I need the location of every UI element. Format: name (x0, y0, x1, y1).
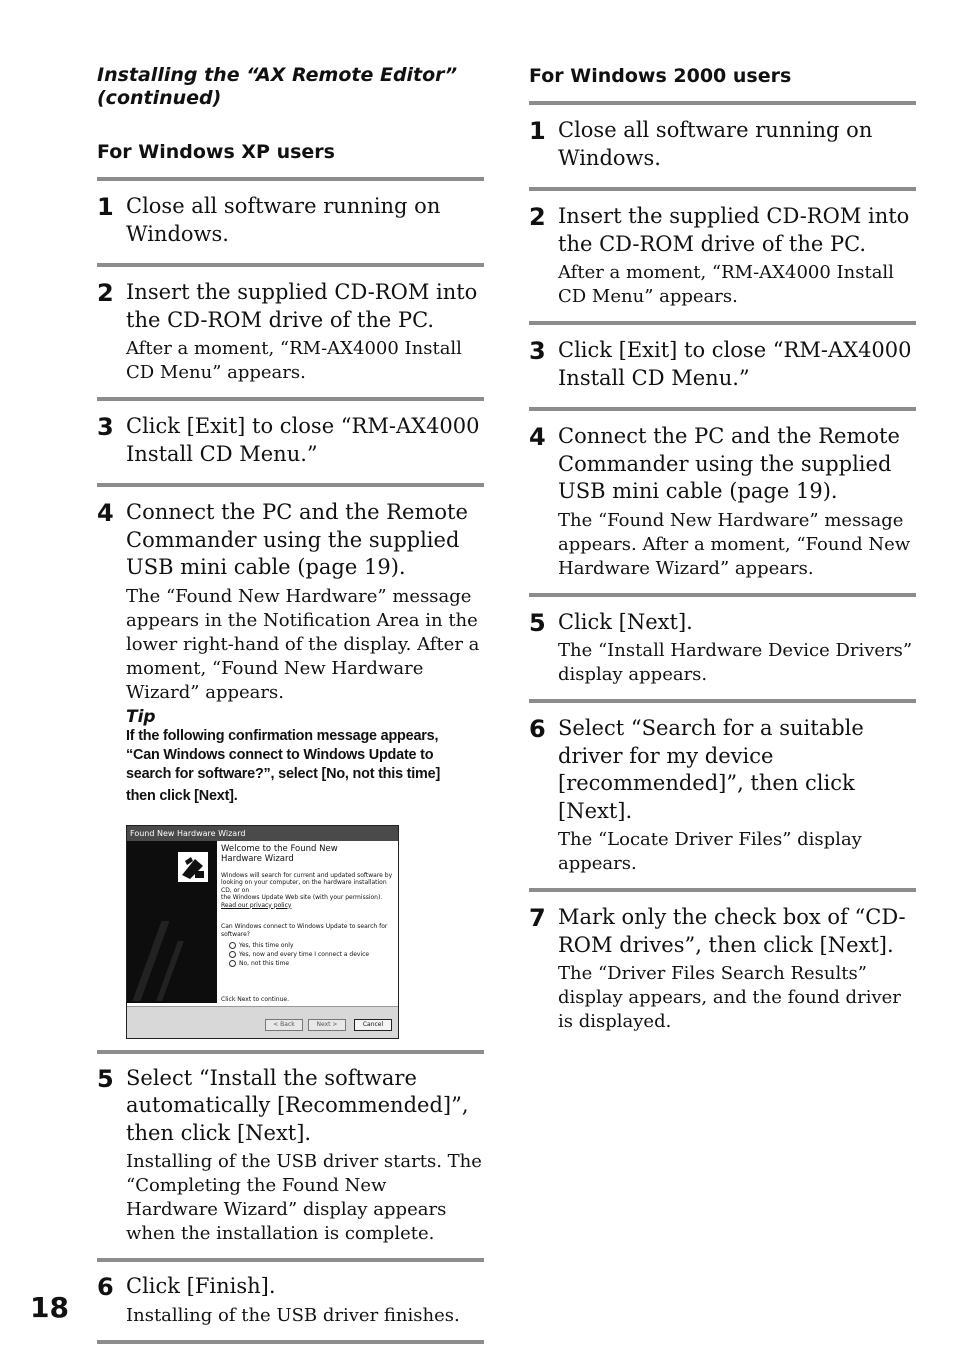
w2k-step-1 (529, 117, 916, 172)
hardware-wizard-icon (175, 849, 211, 885)
cancel-button[interactable]: Cancel (354, 1019, 392, 1031)
step-note: Installing of the USB driver starts. The “Completing the Found New Hardware Wizard” display appears when the installation is complete. (126, 1151, 482, 1244)
step-number: 2 (529, 203, 546, 231)
step-number: 4 (529, 423, 546, 451)
wizard-heading-line: Hardware Wizard (221, 853, 294, 864)
step-number: 1 (529, 117, 546, 145)
divider (97, 1050, 484, 1054)
radio-label: Yes, now and every time I connect a device (239, 951, 370, 958)
right-column (529, 64, 916, 1034)
radio-label: No, not this time (239, 960, 290, 967)
tip-line: If the following confirmation message appears, (126, 727, 439, 744)
step-text: Click [Finish]. (126, 1274, 276, 1298)
tip-heading: Tip (126, 706, 156, 727)
wizard-text-line: Windows will search for current and updated software by (221, 871, 393, 879)
xp-step-3 (97, 413, 484, 468)
step-note: After a moment, “RM-AX4000 Install CD Menu” appears. (126, 338, 462, 383)
xp-step-2 (97, 279, 484, 385)
wizard-text-line: looking on your computer, on the hardware installation CD, or on (221, 879, 387, 894)
page-number: 18 (30, 1291, 69, 1324)
wizard-heading (221, 844, 393, 864)
w2k-step-5 (529, 609, 916, 688)
step-number: 1 (97, 193, 114, 221)
win2000-section-title: For Windows 2000 users (529, 65, 792, 87)
tip-line: then click [Next]. (126, 787, 238, 804)
next-button[interactable]: Next > (308, 1019, 346, 1031)
privacy-policy-link[interactable]: Read our privacy policy (221, 901, 292, 909)
radio-label: Yes, this time only (239, 942, 294, 949)
step-note: After a moment, “RM-AX4000 Install CD Menu” appears. (558, 262, 894, 307)
step-text: Insert the supplied CD-ROM into the CD-ROM drive of the PC. (558, 204, 910, 256)
xp-step-6 (97, 1273, 484, 1328)
wizard-description (221, 872, 393, 910)
divider (529, 187, 916, 191)
section-header-line1: Installing the “AX Remote Editor” (97, 64, 458, 86)
divider (97, 1340, 484, 1344)
divider (97, 397, 484, 401)
step-text: Connect the PC and the Remote Commander using the supplied USB mini cable (page 19). (126, 500, 468, 579)
xp-step-1 (97, 193, 484, 248)
step-text: Close all software running on Windows. (126, 194, 441, 246)
w2k-step-7 (529, 904, 916, 1034)
step-text: Click [Exit] to close “RM-AX4000 Install CD Menu.” (126, 414, 480, 466)
wizard-text-line: the Windows Update Web site (with your permission). (221, 894, 383, 901)
step-text: Click [Exit] to close “RM-AX4000 Install CD Menu.” (558, 338, 912, 390)
step-number: 6 (97, 1273, 114, 1301)
section-header (97, 64, 484, 110)
step-text: Click [Next]. (558, 609, 693, 634)
step-number: 7 (529, 904, 546, 932)
step-text: Connect the PC and the Remote Commander using the supplied USB mini cable (page 19). (558, 424, 900, 503)
radio-button[interactable] (229, 942, 236, 949)
section-header-line2: (continued) (97, 87, 222, 109)
divider (97, 483, 484, 487)
step-number: 6 (529, 715, 546, 743)
step-text: Close all software running on Windows. (558, 118, 873, 170)
radio-button[interactable] (229, 951, 236, 958)
radio-option-yes-always[interactable] (229, 951, 393, 959)
step-text: Select “Search for a suitable driver for my device [recommended]”, then click [Next]. (558, 716, 864, 823)
radio-button[interactable] (229, 960, 236, 967)
tip-line: search for software?”, select [No, not this time] (126, 765, 441, 782)
divider (529, 888, 916, 892)
wizard-text-line: software? (221, 930, 250, 938)
step-number: 2 (97, 279, 114, 307)
radio-option-yes-once[interactable] (229, 942, 393, 950)
continue-text: Click Next to continue. (221, 995, 290, 1003)
divider (529, 101, 916, 105)
tip-text (126, 727, 484, 806)
w2k-step-4 (529, 423, 916, 581)
radio-option-no[interactable] (229, 960, 393, 968)
xp-section-title: For Windows XP users (97, 141, 335, 163)
step-note: The “Driver Files Search Results” display appears, and the found driver is displayed. (558, 963, 901, 1032)
step-note: The “Locate Driver Files” display appears. (558, 829, 862, 874)
xp-step-5 (97, 1065, 484, 1247)
step-number: 3 (529, 337, 546, 365)
divider (529, 407, 916, 411)
left-column (97, 64, 484, 1344)
step-number: 5 (529, 608, 546, 637)
window-title: Found New Hardware Wizard (127, 826, 398, 841)
wizard-content (221, 844, 393, 968)
step-note: The “Install Hardware Device Drivers” display appears. (558, 640, 913, 685)
w2k-step-6 (529, 715, 916, 876)
xp-step-4 (97, 499, 484, 1039)
step-number: 3 (97, 413, 114, 441)
wizard-side-panel (127, 841, 217, 1003)
wizard-question (221, 923, 393, 938)
step-note: Installing of the USB driver finishes. (126, 1304, 460, 1326)
step-note: The “Found New Hardware” message appears. After a moment, “Found New Hardware Wizard” appears. (558, 509, 911, 579)
step-text: Insert the supplied CD-ROM into the CD-ROM drive of the PC. (126, 280, 478, 332)
tip-line: “Can Windows connect to Windows Update to (126, 746, 434, 763)
wizard-button-bar (127, 1006, 398, 1038)
wizard-heading-line: Welcome to the Found New (221, 843, 338, 854)
divider (529, 321, 916, 325)
divider (97, 1258, 484, 1262)
divider (97, 177, 484, 181)
w2k-step-3 (529, 337, 916, 392)
step-number: 4 (97, 499, 114, 527)
divider (529, 593, 916, 597)
w2k-step-2 (529, 203, 916, 309)
back-button[interactable]: < Back (265, 1019, 303, 1031)
wizard-screenshot (126, 825, 399, 1039)
step-note: The “Found New Hardware” message appears in the Notification Area in the lower right-hand of the display. After a moment, “Found New Hardware Wizard” appears. (126, 585, 480, 703)
divider (529, 699, 916, 703)
step-text: Mark only the check box of “CD-ROM drives”, then click [Next]. (558, 905, 906, 957)
wizard-text-line: Can Windows connect to Windows Update to search for (221, 923, 388, 930)
step-text: Select “Install the software automatically [Recommended]”, then click [Next]. (126, 1065, 469, 1145)
radio-group (221, 942, 393, 968)
step-number: 5 (97, 1064, 114, 1093)
divider (97, 263, 484, 267)
